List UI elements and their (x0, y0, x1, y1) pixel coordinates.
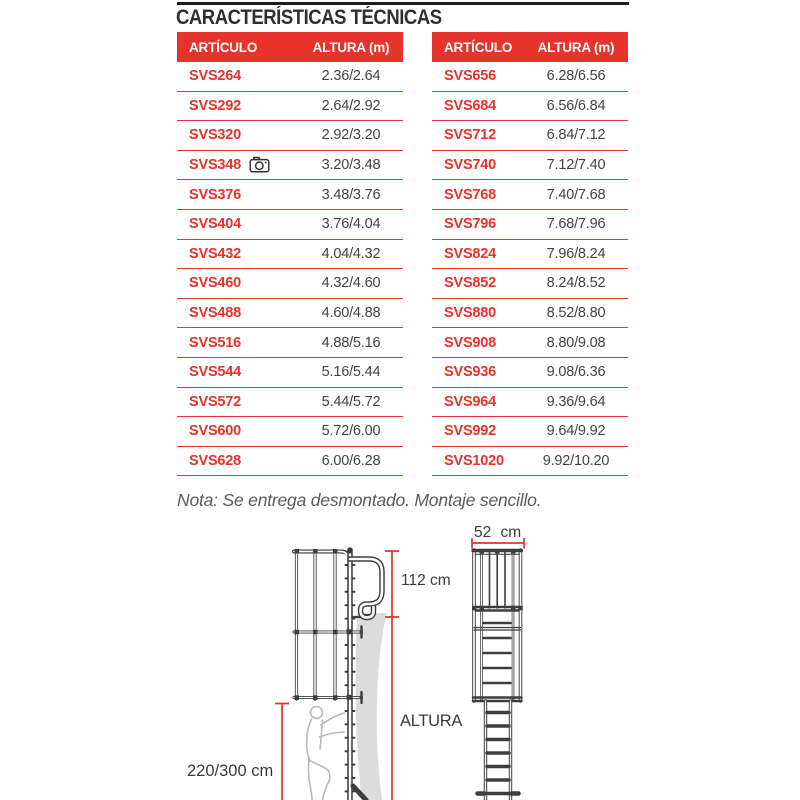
article-code-label: SVS880 (444, 305, 497, 322)
article-code-label: SVS852 (444, 275, 497, 292)
article-code-label: SVS292 (189, 97, 242, 114)
table-row (432, 240, 628, 270)
table-row (432, 92, 628, 122)
technical-drawing (0, 520, 800, 800)
table-row (432, 299, 628, 329)
table-row (177, 417, 403, 447)
article-code (432, 423, 524, 439)
article-code-label: SVS936 (444, 364, 497, 381)
table-row (177, 240, 403, 270)
article-code (177, 98, 299, 114)
article-code (432, 187, 524, 203)
table-row (177, 62, 403, 92)
article-code (432, 364, 524, 380)
table-row (432, 151, 628, 181)
table-row (177, 447, 403, 477)
article-code (177, 335, 299, 351)
article-code (177, 246, 299, 262)
height-value: 9.64/9.92 (546, 423, 606, 440)
height-value: 3.48/3.76 (321, 186, 381, 203)
article-code (432, 127, 524, 143)
height-value: 2.64/2.92 (321, 97, 381, 114)
height-value: 5.16/5.44 (321, 364, 381, 381)
article-code (177, 364, 299, 380)
wall-silhouette (356, 613, 387, 800)
table-header-row (432, 32, 628, 62)
spec-table-right (432, 32, 628, 476)
article-code (177, 127, 299, 143)
article-code-label: SVS600 (189, 423, 242, 440)
table-row (177, 299, 403, 329)
article-code-label: SVS712 (444, 127, 497, 144)
article-code-label: SVS376 (189, 186, 242, 203)
article-code-label: SVS1020 (444, 453, 504, 470)
dim-label-altura: ALTURA (400, 712, 463, 730)
article-code (177, 275, 299, 291)
table-row (177, 92, 403, 122)
article-code (177, 394, 299, 410)
article-code-label: SVS488 (189, 305, 242, 322)
height-value: 7.40/7.68 (546, 186, 606, 203)
article-code-label: SVS684 (444, 97, 497, 114)
table-row (177, 121, 403, 151)
height-value: 9.36/9.64 (546, 393, 606, 410)
table-row (432, 358, 628, 388)
article-code (177, 453, 299, 469)
camera-icon[interactable] (249, 156, 270, 173)
table-row (177, 269, 403, 299)
article-code (432, 216, 524, 232)
table-body-right (432, 62, 628, 476)
table-row (432, 180, 628, 210)
top-divider (177, 2, 629, 5)
table-row (432, 210, 628, 240)
article-code-label: SVS320 (189, 127, 242, 144)
height-value: 8.24/8.52 (546, 275, 606, 292)
height-value: 2.36/2.64 (321, 68, 381, 85)
article-code-label: SVS992 (444, 423, 497, 440)
article-code-label: SVS404 (189, 216, 242, 233)
article-code (177, 187, 299, 203)
height-value: 9.92/10.20 (542, 453, 610, 470)
article-code (177, 157, 299, 173)
article-code (432, 275, 524, 291)
article-code (432, 246, 524, 262)
article-code-label: SVS572 (189, 393, 242, 410)
article-code-label: SVS264 (189, 68, 242, 85)
article-code (432, 68, 524, 84)
article-code-label: SVS628 (189, 453, 242, 470)
article-code (177, 423, 299, 439)
height-value: 6.84/7.12 (546, 127, 606, 144)
article-code (177, 68, 299, 84)
assembly-note: Nota: Se entrega desmontado. Montaje sencillo. (177, 490, 542, 510)
page-title: CARACTERÍSTICAS TÉCNICAS (176, 6, 442, 29)
height-value: 7.12/7.40 (546, 157, 606, 174)
table-row (432, 417, 628, 447)
article-code (432, 305, 524, 321)
height-value: 8.80/9.08 (546, 334, 606, 351)
table-body-left (177, 62, 403, 476)
article-code-label: SVS460 (189, 275, 242, 292)
article-code-label: SVS796 (444, 216, 497, 233)
height-value: 6.00/6.28 (321, 453, 381, 470)
article-code-label: SVS432 (189, 245, 242, 262)
table-row (432, 388, 628, 418)
article-code (432, 98, 524, 114)
spec-table-left (177, 32, 403, 476)
article-code (177, 305, 299, 321)
article-code-label: SVS656 (444, 68, 497, 85)
table-row (432, 121, 628, 151)
table-row (177, 328, 403, 358)
dim-220-300cm (275, 704, 289, 800)
dim-label-220-300cm: 220/300 cm (187, 762, 274, 780)
article-code (432, 157, 524, 173)
article-code (432, 335, 524, 351)
article-code-label: SVS964 (444, 393, 497, 410)
article-code (432, 394, 524, 410)
article-code-label: SVS516 (189, 334, 242, 351)
height-value: 5.44/5.72 (321, 393, 381, 410)
column-header-altura: ALTURA (m) (312, 39, 390, 55)
table-header-row (177, 32, 403, 62)
height-value: 4.32/4.60 (321, 275, 381, 292)
height-value: 9.08/6.36 (546, 364, 606, 381)
height-value: 3.76/4.04 (321, 216, 381, 233)
article-code (432, 453, 524, 469)
height-value: 5.72/6.00 (321, 423, 381, 440)
height-value: 7.96/8.24 (546, 245, 606, 262)
height-value: 6.56/6.84 (546, 97, 606, 114)
article-code (177, 216, 299, 232)
table-row (432, 447, 628, 477)
height-value: 4.88/5.16 (321, 334, 381, 351)
table-row (177, 180, 403, 210)
column-header-articulo: ARTÍCULO (444, 39, 513, 55)
table-row (177, 210, 403, 240)
ladder-front-view (472, 549, 523, 800)
person-figure (307, 707, 344, 800)
column-header-altura: ALTURA (m) (537, 39, 615, 55)
article-code-label: SVS824 (444, 245, 497, 262)
table-row (432, 328, 628, 358)
table-row (177, 358, 403, 388)
article-code-label: SVS768 (444, 186, 497, 203)
table-row (432, 269, 628, 299)
article-code-label: SVS348 (189, 157, 242, 174)
dim-label-112cm: 112 cm (401, 572, 451, 589)
dim-label-52cm: 52 cm (474, 524, 522, 541)
height-value: 7.68/7.96 (546, 216, 606, 233)
height-value: 3.20/3.48 (321, 157, 381, 174)
article-code-label: SVS544 (189, 364, 242, 381)
article-code-label: SVS908 (444, 334, 497, 351)
article-code-label: SVS740 (444, 157, 497, 174)
height-value: 6.28/6.56 (546, 68, 606, 85)
table-row (177, 388, 403, 418)
height-value: 2.92/3.20 (321, 127, 381, 144)
height-value: 4.04/4.32 (321, 245, 381, 262)
height-value: 4.60/4.88 (321, 305, 381, 322)
dim-112cm-altura (385, 551, 399, 800)
table-row (177, 151, 403, 181)
table-row (432, 62, 628, 92)
height-value: 8.52/8.80 (546, 305, 606, 322)
column-header-articulo: ARTÍCULO (189, 39, 258, 55)
